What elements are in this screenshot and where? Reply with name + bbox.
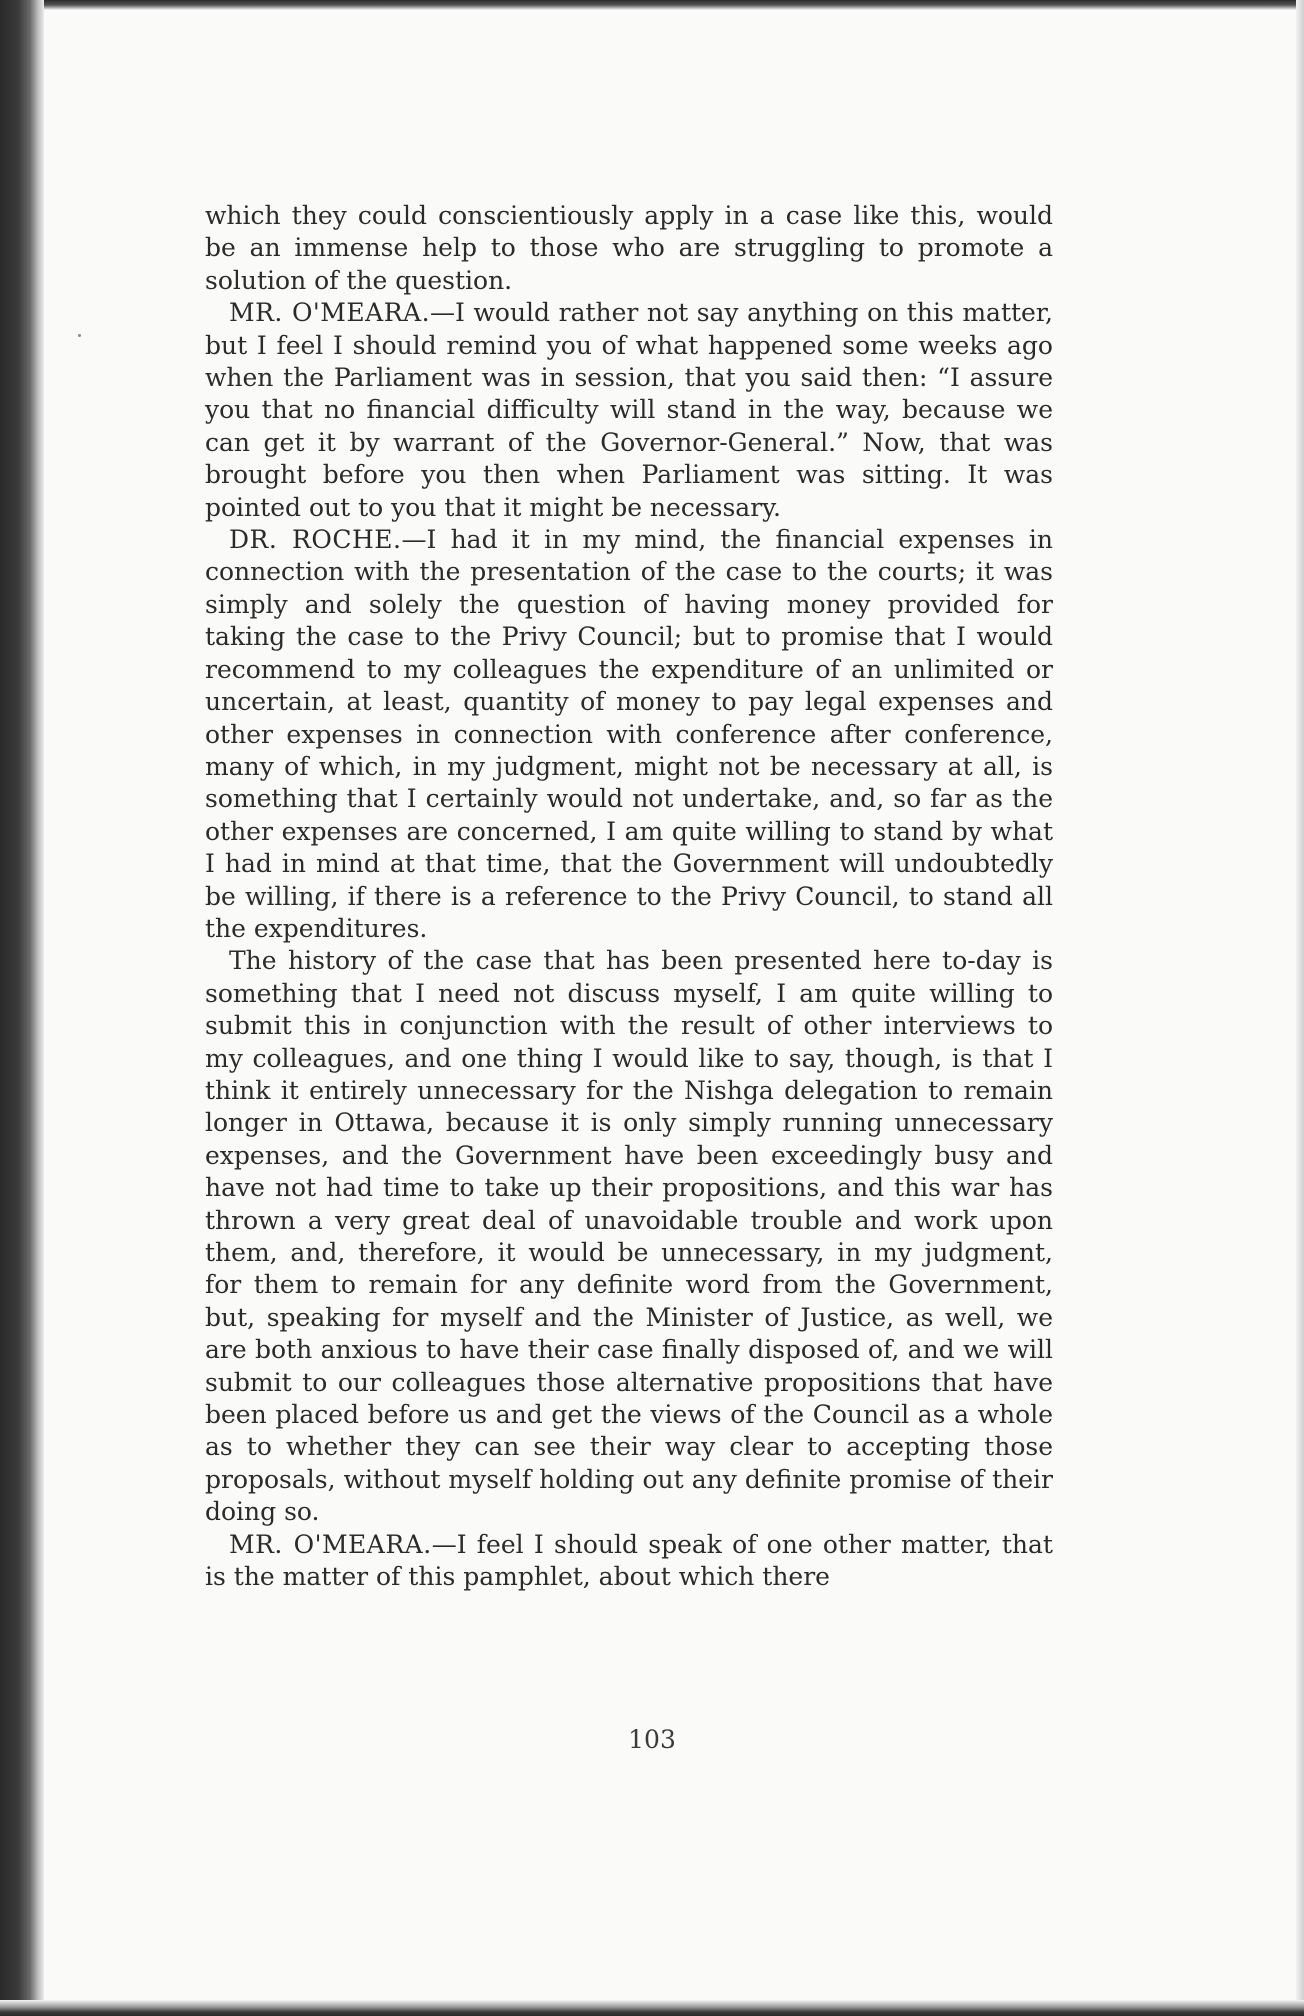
scan-edge-left — [0, 0, 44, 2016]
scan-edge-bottom — [0, 2000, 1304, 2016]
paragraph-text: —I would rather not say anything on this matter, but I feel I should remind you of what happened some weeks ago when the Parliament was in session, that you said then: “I assure you that no financial difficulty will stand in the way, because we can get it by warrant of the Governor-General.” Now, that was brought before you then when Parliament was sitting. It was pointed out to you that it might be necessary. — [205, 298, 1053, 522]
scan-edge-top — [0, 0, 1304, 10]
paragraph-continuation — [205, 200, 1053, 297]
speaker-name: MR. O'MEARA. — [229, 298, 431, 328]
paragraph-text: —I feel I should speak of one other matter, that is the matter of this pamphlet, about which there — [205, 1529, 1053, 1592]
paragraph-roche — [205, 524, 1053, 945]
paragraph-omeara-1 — [205, 297, 1053, 524]
paragraph-omeara-2 — [205, 1529, 1053, 1594]
page-body — [205, 200, 1053, 1593]
paragraph-text: The history of the case that has been presented here to-day is something that I need not discuss myself, I am quite willing to submit this in conjunction with the result of other interviews to my colleagues, and one thing I would like to say, though, is that I think it entirely unnecessary for the Nishga delegation to remain longer in Ottawa, because it is only simply running unnecessary expenses, and the Government have been exceedingly busy and have not had time to take up their propositions, and this war has thrown a very great deal of unavoidable trouble and work upon them, and, therefore, it would be unnecessary, in my judgment, for them to remain for any definite word from the Government, but, speaking for myself and the Minister of Justice, as well, we are both anxious to have their case finally disposed of, and we will submit to our colleagues those alternative propositions that have been placed before us and get the views of the Council as a whole as to whether they can see their way clear to accepting those proposals, without myself holding out any definite promise of their doing so. — [205, 946, 1053, 1527]
speaker-name: DR. ROCHE. — [229, 525, 402, 555]
page-number: 103 — [628, 1725, 676, 1754]
paragraph-text: —I had it in my mind, the financial expenses in connection with the presentation of the case to the courts; it was simply and solely the question of having money provided for taking the case to the Privy Council; but to promise that I would recommend to my colleagues the expenditure of an unlimited or uncertain, at least, quantity of money to pay legal expenses and other expenses in connection with conference after conference, many of which, in my judgment, might not be necessary at all, is something that I certainly would not undertake, and, so far as the other expenses are concerned, I am quite willing to stand by what I had in mind at that time, that the Government will undoubtedly be willing, if there is a reference to the Privy Council, to stand all the expenditures. — [205, 525, 1053, 943]
scan-speck — [78, 334, 81, 337]
paragraph-roche-continued — [205, 945, 1053, 1528]
paragraph-text: which they could conscientiously apply in a case like this, would be an immense help to those who are struggling to promote a solution of the question. — [205, 201, 1053, 295]
scan-edge-right — [1296, 0, 1304, 2016]
speaker-name: MR. O'MEARA. — [229, 1529, 432, 1559]
